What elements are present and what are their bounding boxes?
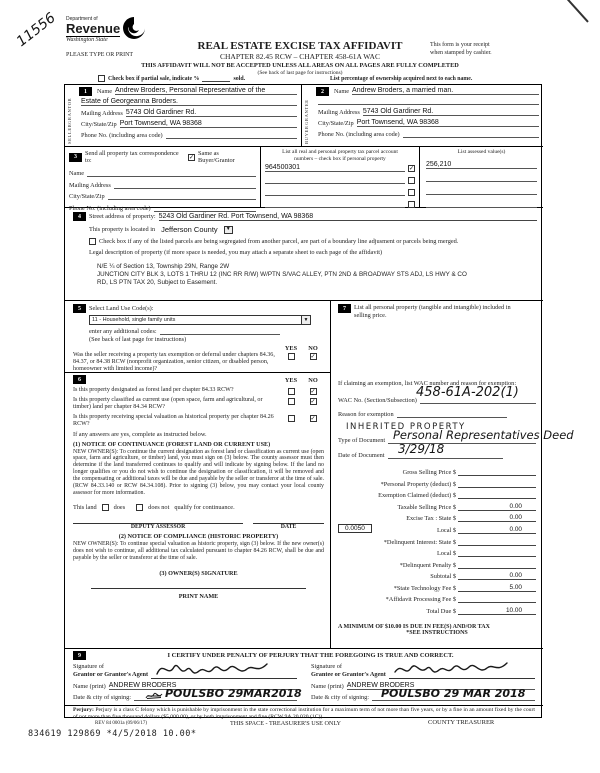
grantor-name-label: Name (print) (73, 682, 106, 690)
reason-exemption-value: INHERITED PROPERTY (346, 422, 466, 433)
if-yes-note: If any answers are yes, complete as instructed below. (73, 430, 207, 438)
fee-field-tech-fee[interactable] (458, 583, 536, 592)
form-title: REAL ESTATE EXCISE TAX AFFIDAVIT (197, 40, 403, 52)
buyer-side-label-1: BUYER (304, 125, 309, 144)
assessed-values-box (420, 147, 543, 208)
located-in-label: This property is located in (89, 226, 156, 233)
fee-field-processing-fee[interactable] (458, 594, 536, 603)
exemption-deferral-question: Was the seller receiving a property tax exemption or deferral under chapters 84.36, 84.37, or 84.38 RCW (nonprofit organization, senior citizen, or disabled person, homeowner with limited income)? (73, 352, 275, 372)
section1-number: 1 (79, 87, 92, 96)
land-use-box (65, 301, 330, 373)
corr-name-field[interactable] (87, 170, 256, 177)
treasurer-space-label: THIS SPACE - TREASURER'S USE ONLY (230, 720, 342, 727)
sec5-see-back-note: (See back of last page for instructions) (89, 336, 187, 343)
seller-side-label-2: GRANTOR (67, 97, 72, 124)
scribble-mark (145, 691, 163, 701)
parcel-number-field-2[interactable] (265, 177, 405, 184)
tax-correspondence-box (65, 147, 261, 212)
same-as-buyer-checkbox[interactable]: ✓ (189, 154, 195, 161)
grantee-date-value: POULSBO 29 MAR 2018 (381, 686, 526, 700)
same-as-buyer-label: Same as Buyer/Grantor (198, 150, 235, 164)
certify-statement: I CERTIFY UNDER PENALTY OF PERJURY THAT THE FOREGOING IS TRUE AND CORRECT. (167, 652, 454, 659)
form-rev-number: REV 84 0001a (09/06/17) (95, 721, 147, 726)
notice-compliance-body: NEW OWNER(S): To continue special valuation as historic property, sign (3) below. If the new owner(s) does not wish to continue, all additional tax calculated pursuant to chapter 84.26 RCW, shall be due and payable by the seller or transferor at the time of sale. (73, 541, 324, 562)
logo-dept-line: Department of (66, 16, 98, 22)
qualify-prefix: This land (73, 504, 97, 512)
buyer-side-label (304, 91, 311, 144)
reason-exemption-field[interactable] (397, 411, 507, 418)
fee-field-gross[interactable] (458, 467, 536, 476)
buyer-name-field-line2[interactable] (318, 98, 539, 105)
fee-label-local: Local $ (436, 526, 456, 534)
parcel-numbers-box (261, 147, 420, 208)
perjury-body: Perjury is a class C felony which is punishable by imprisonment in the state correctional institution for a maximum term of not more than five years, or by a fine in an amount fixed by the court of not more than five thousand dollars ($5,000.00), or by both imprisonment and fine (RCW 9A.20.020 (1C)). (73, 707, 536, 720)
pen-mark (565, 0, 589, 22)
corr-city-field[interactable] (108, 193, 256, 200)
buyer-mailing-field[interactable]: 5743 Old Gardiner Rd. (363, 108, 539, 116)
wac-number-label: WAC No. (Section/Subsection) (338, 397, 417, 405)
fee-field-exemption[interactable] (458, 490, 536, 499)
land-use-dropdown[interactable] (89, 315, 311, 325)
acceptance-warning: THIS AFFIDAVIT WILL NOT BE ACCEPTED UNLESS ALL AREAS ON ALL PAGES ARE FULLY COMPLETED (141, 62, 459, 69)
land-use-title: Select Land Use Code(s): (89, 305, 154, 312)
legal-description-line1: N/E ¼ of Section 13, Township 29N, Range 2W (97, 263, 230, 270)
see-back-note: (See back of last page for instructions) (257, 70, 343, 76)
fee-field-taxable[interactable] (458, 502, 536, 511)
qualify-does-not-label: does not (148, 504, 170, 512)
fee-value-tech-fee: 5.00 (509, 583, 522, 591)
fee-field-excise-state[interactable] (458, 513, 536, 522)
section4-number: 4 (73, 212, 86, 221)
assessed-value-field-1[interactable]: 256,210 (426, 161, 537, 169)
fee-label-exemption: Exemption Claimed (deduct) $ (378, 492, 456, 500)
buyer-mailing-label: Mailing Address (318, 109, 360, 116)
assessed-value-field-3[interactable] (426, 188, 537, 195)
cashier-stamp: 834619 129869 *4/5/2018 10.00* (28, 729, 197, 739)
date-of-document-label: Date of Document (338, 452, 385, 460)
parcel-header-line1: List all real and personal property tax parcel account (282, 149, 398, 155)
assessed-header: List assessed value(s) (457, 149, 506, 155)
date-of-document-value: 3/29/18 (398, 442, 445, 457)
seller-name-field-line2[interactable]: Estate of Georgeanna Broders. (81, 98, 297, 106)
receipt-note-line2: when stamped by cashier. (430, 49, 492, 56)
grantor-signature-block (73, 663, 302, 701)
certification-box (65, 649, 543, 705)
personal-property-label: List all personal property (tangible and intangible) included in selling price. (354, 304, 511, 320)
form-body (64, 84, 574, 720)
parcel-personal-checkbox-1[interactable]: ✓ (409, 166, 415, 173)
section7-number: 7 (338, 304, 351, 313)
q3-yes-checkbox[interactable] (288, 415, 295, 422)
fee-label-gross: Gross Selling Price $ (402, 468, 456, 476)
forest-land-box (65, 373, 330, 600)
grantor-sig-label-2: Grantor or Grantor's Agent (73, 670, 149, 678)
perjury-box (65, 705, 543, 719)
corr-phone-label: Phone No. (including area code) (69, 204, 151, 212)
legal-description-line2: JUNCTION CITY BLK 3, LOTS 1 THRU 12 (INC RR R/W) W/PTN S/VAC ALLEY, PTN 2ND & BROADWAY STS ADJ, LS HWY & CO (97, 270, 467, 278)
dor-logo (66, 16, 146, 45)
buyer-box (302, 85, 543, 147)
grantor-signature-field[interactable] (151, 669, 297, 679)
buyer-name-field[interactable]: Andrew Broders, a married man. (352, 87, 539, 95)
parcel-header-line2: numbers – check box if personal property (294, 155, 386, 162)
type-of-document-value: Personal Representatives Deed (393, 428, 574, 443)
sec5-no-header: NO (308, 345, 318, 352)
corr-city-label: City/State/Zip (69, 193, 105, 200)
type-of-document-label: Type of Document (338, 437, 386, 445)
q3-no-checkbox[interactable]: ✓ (310, 415, 316, 422)
grantee-name-value[interactable]: ANDREW BRODERS (347, 682, 535, 690)
logo-agency: Revenue (66, 21, 121, 36)
right-column (331, 301, 574, 649)
grantee-sig-label-1: Signature of (311, 663, 342, 670)
sec5-yes-header: YES (284, 345, 298, 352)
fee-label-excise-state: Excise Tax : State $ (406, 515, 456, 523)
grantee-sig-label-2: Grantee or Grantor's Agent (311, 670, 386, 678)
parcel-personal-checkbox-3[interactable] (408, 189, 415, 196)
grantee-date-label: Date & city of signing: (311, 693, 370, 701)
segregated-checkbox[interactable] (89, 238, 96, 245)
fee-label-delinq-interest-local: Local $ (436, 550, 456, 558)
does-qualify-checkbox[interactable] (102, 504, 109, 511)
buyer-city-label: City/State/Zip (318, 120, 354, 127)
form-subtitle: CHAPTER 82.45 RCW – CHAPTER 458-61A WAC (220, 52, 380, 61)
fee-label-taxable: Taxable Selling Price $ (397, 503, 456, 511)
grantor-date-value: POULSBO 29MAR2018 (165, 686, 302, 700)
q1-no-checkbox[interactable]: ✓ (310, 388, 316, 395)
handwritten-receipt-number: 11556 (13, 9, 59, 51)
fee-field-delinq-interest-local[interactable] (458, 548, 536, 557)
fee-field-personal[interactable] (458, 479, 536, 488)
fee-label-personal: *Personal Property (deduct) $ (380, 480, 456, 488)
partial-sale-checkbox[interactable] (98, 75, 105, 82)
seller-side-label (67, 91, 74, 144)
sec6-yes-header: YES (284, 376, 298, 384)
buyer-city-field[interactable]: Port Townsend, WA 98368 (357, 119, 539, 127)
seller-city-label: City/State/Zip (81, 121, 117, 128)
property-address-box (65, 208, 543, 301)
sec5-yes-checkbox[interactable] (288, 353, 295, 360)
ownership-percentage-note: List percentage of ownership acquired next to each name. (330, 76, 473, 82)
county-treasurer-label: COUNTY TREASURER (428, 719, 495, 726)
fee-label-processing-fee: *Affidavit Processing Fee $ (385, 596, 456, 604)
assessed-value-field-4[interactable] (426, 201, 537, 208)
partial-sale-sold: sold. (233, 76, 246, 82)
notice-compliance-title: (2) NOTICE OF COMPLIANCE (HISTORIC PROPERTY) (118, 533, 279, 541)
q2-no-checkbox[interactable]: ✓ (310, 399, 316, 405)
fee-label-delinq-interest-state: *Delinquent Interest: State $ (383, 538, 456, 546)
county-value: Jefferson County (161, 225, 218, 234)
section2-number: 2 (316, 87, 329, 96)
land-use-dropdown-arrow: ▼ (301, 316, 310, 324)
seller-name-label: Name (97, 88, 113, 95)
deputy-assessor-label: DEPUTY ASSESSOR (130, 524, 186, 531)
wac-number-value: 458-61A-202(1) (416, 385, 519, 401)
grantee-name-label: Name (print) (311, 682, 344, 690)
section5-number: 5 (73, 304, 86, 313)
fee-value-taxable: 0.00 (509, 502, 522, 510)
seller-phone-label: Phone No. (including area code) (81, 131, 163, 139)
partial-sale-label: Check box if partial sale, indicate % (108, 76, 200, 82)
historical-property-question: Is this property receiving special valuation as historical property per chapter 84.26 RCW? (73, 413, 274, 427)
print-name-label: PRINT NAME (178, 593, 219, 601)
fee-field-subtotal[interactable] (458, 571, 536, 580)
parcel-number-field-3[interactable] (265, 189, 405, 196)
reason-exemption-label: Reason for exemption (338, 411, 394, 419)
partial-sale-percent-field[interactable] (202, 81, 230, 82)
qualify-does-label: does (113, 504, 126, 512)
fee-value-excise-state: 0.00 (509, 514, 522, 522)
legal-description-line3: RD, LS PTN TAX 20, Subject to Easement. (97, 278, 218, 286)
grantee-signature-image (393, 658, 513, 680)
qualify-suffix: qualify for continuance. (174, 504, 235, 512)
section9-number: 9 (73, 651, 86, 660)
fee-value-local: 0.00 (509, 525, 522, 533)
fee-field-total-due[interactable] (458, 606, 536, 615)
section6-number: 6 (73, 375, 86, 384)
local-rate-box: 0.0050 (338, 524, 372, 533)
seller-mailing-field[interactable]: 5743 Old Gardiner Rd. (126, 109, 297, 117)
perjury-lead: Perjury: (73, 707, 94, 713)
please-type-note: PLEASE TYPE OR PRINT (66, 52, 134, 58)
fee-table (338, 464, 536, 615)
owners-signature-field[interactable] (91, 577, 306, 589)
section3-number: 3 (69, 153, 82, 162)
fee-field-local[interactable] (458, 525, 536, 534)
q1-yes-checkbox[interactable] (288, 388, 295, 395)
seller-mailing-label: Mailing Address (81, 110, 123, 117)
buyer-phone-label: Phone No. (including area code) (318, 130, 400, 138)
additional-codes-field[interactable] (160, 328, 280, 335)
left-column (65, 301, 331, 649)
grantor-name-value[interactable]: ANDREW BRODERS (109, 682, 297, 690)
fee-label-delinq-penalty: *Delinquent Penalty $ (399, 561, 456, 569)
segregated-label: Check box if any of the listed parcels are being segregated from another parcel, are part of a boundary line adjusment or parcels being merged. (99, 238, 459, 245)
logo-state-line: Washington State (66, 36, 120, 43)
fee-value-total-due: 10.00 (506, 607, 522, 615)
seller-name-field[interactable]: Andrew Broders, Personal Representative of the (115, 87, 297, 95)
grantor-signature-image (155, 658, 275, 680)
sec6-no-header: NO (308, 376, 318, 384)
seller-phone-field[interactable] (166, 132, 297, 139)
notice-continuance-body: NEW OWNER(S): To continue the current designation as forest land or classification as current use (open space, farm and agriculture, or timber) land, you must sign on (3) below. The county assessor must then determine if the land transferred continues to qualify and will indicate by signing below. If the land no longer qualifies or you do not wish to continue the designation or classification, it will be removed and the compensating or additional taxes will be due and payable by the seller or transferor at the time of sale. (RCW 84.33.140 or RCW 84.34.108). Prior to signing (3) below, you may contact your local county assessor for more information. (73, 448, 324, 497)
additional-codes-label: enter any additional codes: (89, 328, 157, 335)
fee-field-delinq-penalty[interactable] (458, 560, 536, 569)
forest-land-question: Is this property designated as forest land per chapter 84.33 RCW? (73, 386, 234, 393)
land-use-dropdown-value: 11 - Household, single family units (92, 317, 176, 323)
assessed-value-field-2[interactable] (426, 175, 537, 182)
deputy-date-label: DATE (280, 524, 297, 531)
grantee-signature-block (311, 663, 535, 701)
fee-label-total-due: Total Due $ (426, 608, 456, 616)
street-address-label: Street address of property: (89, 213, 156, 220)
fee-value-subtotal: 0.00 (509, 572, 522, 580)
q2-yes-checkbox[interactable] (288, 398, 295, 405)
corr-mailing-label: Mailing Address (69, 181, 111, 189)
sec5-no-checkbox[interactable]: ✓ (310, 354, 316, 360)
correspondence-label: Send all property tax correspondence to: (85, 150, 179, 164)
parcel-personal-checkbox-2[interactable] (408, 177, 415, 184)
claiming-exemption-label: If claiming an exemption, list WAC number and reason for exemption: (338, 380, 517, 388)
seller-box (65, 85, 302, 147)
fee-field-delinq-interest-state[interactable] (458, 537, 536, 546)
fee-label-subtotal: Subtotal $ (430, 573, 456, 581)
grantee-signature-field[interactable] (389, 669, 535, 679)
seller-side-label-1: SELLER (67, 123, 72, 144)
does-not-qualify-checkbox[interactable] (136, 504, 143, 511)
fee-label-tech-fee: *State Technology Fee $ (393, 584, 456, 592)
minimum-fee-note: A MINIMUM OF $10.00 IS DUE IN FEE(S) AND/OR TAX (338, 624, 490, 631)
receipt-note-line1: This form is your receipt (430, 42, 490, 48)
corr-name-label: Name (69, 170, 85, 177)
grantor-date-label: Date & city of signing: (73, 693, 132, 701)
buyer-name-label: Name (334, 88, 350, 95)
seller-city-field[interactable]: Port Townsend, WA 98368 (120, 120, 297, 128)
legal-description-label: Legal description of property (if more space is needed, you may attach a separate sheet to each page of the affidavit) (89, 249, 383, 256)
buyer-side-label-2: GRANTEE (304, 99, 309, 126)
grantor-sig-label-1: Signature of (73, 663, 104, 670)
personal-property-blank-area[interactable] (338, 320, 536, 380)
street-address-field[interactable]: 5243 Old Gardiner Rd. Port Townsend, WA 98368 (159, 213, 537, 221)
current-use-question: Is this property classified as current use (open space, farm and agricultural, or timber) land per chapter 84.34 RCW? (73, 397, 263, 410)
county-dropdown[interactable]: ▼ (224, 226, 233, 234)
see-instructions-note: *SEE INSTRUCTIONS (406, 630, 468, 637)
corr-mailing-field[interactable] (114, 182, 256, 189)
notice-continuance-title: (1) NOTICE OF CONTINUANCE (FOREST LAND OR CURRENT USE) (73, 440, 271, 448)
owners-signature-label: (3) OWNER(S) SIGNATURE (159, 570, 238, 578)
parcel-number-field-1[interactable]: 964500301 (265, 164, 405, 172)
buyer-phone-field[interactable] (403, 131, 539, 138)
